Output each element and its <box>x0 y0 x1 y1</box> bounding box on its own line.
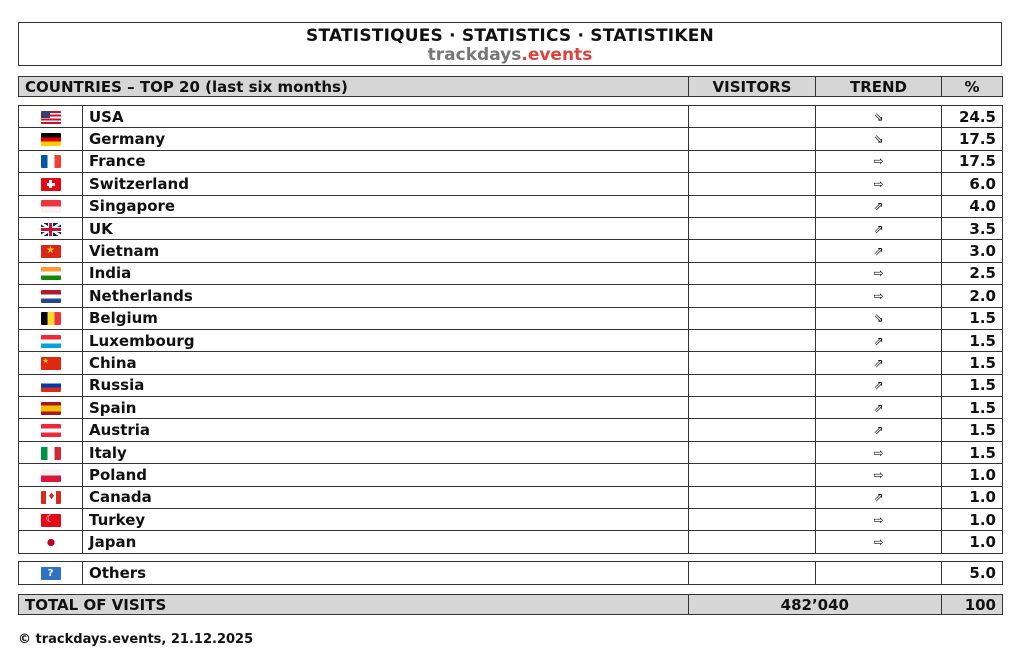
flag-cell <box>19 329 83 351</box>
country-name: Austria <box>83 419 689 441</box>
others-visitors <box>689 562 816 585</box>
flag-cell <box>19 262 83 284</box>
others-trend <box>816 562 942 585</box>
percent-cell: 1.5 <box>942 352 1003 374</box>
others-label: Others <box>83 562 689 585</box>
table-row <box>19 374 1003 396</box>
trend-up-icon: ⇗ <box>816 397 942 419</box>
brand-name-part2: .events <box>521 45 593 65</box>
turkey-flag-icon <box>41 514 61 527</box>
table-row <box>19 397 1003 419</box>
table-row <box>19 307 1003 329</box>
country-name: Poland <box>83 464 689 486</box>
trend-stable-icon: ⇨ <box>816 150 942 172</box>
trend-stable-icon: ⇨ <box>816 509 942 531</box>
table-row <box>19 285 1003 307</box>
flag-cell <box>19 195 83 217</box>
trend-down-icon: ⇘ <box>816 106 942 128</box>
title-box <box>18 22 1002 66</box>
singapore-flag-icon <box>41 200 61 213</box>
netherlands-flag-icon <box>41 290 61 303</box>
flag-cell <box>19 106 83 128</box>
table-row <box>19 262 1003 284</box>
page-title: STATISTIQUES · STATISTICS · STATISTIKEN <box>306 26 714 46</box>
austria-flag-icon <box>41 424 61 437</box>
visitors-cell <box>689 441 816 463</box>
flag-cell <box>19 240 83 262</box>
visitors-cell <box>689 464 816 486</box>
percent-cell: 24.5 <box>942 106 1003 128</box>
flag-cell <box>19 352 83 374</box>
percent-cell: 1.5 <box>942 397 1003 419</box>
flag-cell <box>19 397 83 419</box>
percent-cell: 1.0 <box>942 531 1003 553</box>
visitors-cell <box>689 195 816 217</box>
flag-cell <box>19 486 83 508</box>
copyright-footer: © trackdays.events, 21.12.2025 <box>18 632 254 647</box>
country-name: France <box>83 150 689 172</box>
country-name: Japan <box>83 531 689 553</box>
percent-cell: 1.5 <box>942 374 1003 396</box>
trend-up-icon: ⇗ <box>816 486 942 508</box>
percent-cell: 1.5 <box>942 307 1003 329</box>
total-table <box>18 594 1003 615</box>
trend-up-icon: ⇗ <box>816 419 942 441</box>
others-row <box>19 562 1003 585</box>
percent-cell: 1.0 <box>942 486 1003 508</box>
russia-flag-icon <box>41 379 61 392</box>
visitors-cell <box>689 329 816 351</box>
flag-cell <box>19 128 83 150</box>
header-visitors: VISITORS <box>689 77 816 97</box>
country-name: Netherlands <box>83 285 689 307</box>
visitors-cell <box>689 509 816 531</box>
germany-flag-icon <box>41 133 61 146</box>
trend-down-icon: ⇘ <box>816 128 942 150</box>
percent-cell: 4.0 <box>942 195 1003 217</box>
countries-table <box>18 105 1003 554</box>
poland-flag-icon <box>41 469 61 482</box>
visitors-cell <box>689 150 816 172</box>
vietnam-flag-icon <box>41 245 61 258</box>
visitors-cell <box>689 173 816 195</box>
total-percent: 100 <box>942 595 1003 615</box>
country-name: Vietnam <box>83 240 689 262</box>
others-percent: 5.0 <box>942 562 1003 585</box>
trend-stable-icon: ⇨ <box>816 531 942 553</box>
visitors-cell <box>689 352 816 374</box>
country-name: China <box>83 352 689 374</box>
table-row <box>19 464 1003 486</box>
flag-cell <box>19 419 83 441</box>
belgium-flag-icon <box>41 312 61 325</box>
visitors-cell <box>689 240 816 262</box>
table-row <box>19 419 1003 441</box>
table-row <box>19 150 1003 172</box>
table-row <box>19 329 1003 351</box>
table-row <box>19 509 1003 531</box>
country-name: Russia <box>83 374 689 396</box>
spain-flag-icon <box>41 402 61 415</box>
table-row <box>19 106 1003 128</box>
trend-stable-icon: ⇨ <box>816 173 942 195</box>
others-icon-cell <box>19 562 83 585</box>
visitors-cell <box>689 217 816 239</box>
trend-up-icon: ⇗ <box>816 217 942 239</box>
flag-cell <box>19 374 83 396</box>
country-name: USA <box>83 106 689 128</box>
trend-stable-icon: ⇨ <box>816 464 942 486</box>
trend-up-icon: ⇗ <box>816 329 942 351</box>
flag-cell <box>19 217 83 239</box>
flag-cell <box>19 285 83 307</box>
table-row <box>19 173 1003 195</box>
table-row <box>19 128 1003 150</box>
total-label: TOTAL OF VISITS <box>19 595 689 615</box>
visitors-cell <box>689 374 816 396</box>
trend-stable-icon: ⇨ <box>816 441 942 463</box>
percent-cell: 1.5 <box>942 329 1003 351</box>
visitors-cell <box>689 419 816 441</box>
table-row <box>19 531 1003 553</box>
india-flag-icon <box>41 267 61 280</box>
percent-cell: 1.0 <box>942 509 1003 531</box>
flag-cell <box>19 531 83 553</box>
percent-cell: 3.0 <box>942 240 1003 262</box>
percent-cell: 1.5 <box>942 419 1003 441</box>
brand-name <box>19 46 1001 65</box>
header-countries: COUNTRIES – TOP 20 (last six months) <box>19 77 689 97</box>
country-name: Belgium <box>83 307 689 329</box>
canada-flag-icon <box>41 491 61 504</box>
table-header <box>18 76 1003 97</box>
uk-flag-icon <box>41 223 61 236</box>
table-row <box>19 441 1003 463</box>
others-table <box>18 561 1003 585</box>
country-name: Germany <box>83 128 689 150</box>
flag-cell <box>19 150 83 172</box>
flag-cell <box>19 509 83 531</box>
flag-cell <box>19 307 83 329</box>
country-name: Singapore <box>83 195 689 217</box>
trend-up-icon: ⇗ <box>816 374 942 396</box>
italy-flag-icon <box>41 447 61 460</box>
percent-cell: 1.5 <box>942 441 1003 463</box>
percent-cell: 17.5 <box>942 128 1003 150</box>
table-row <box>19 352 1003 374</box>
switzerland-flag-icon <box>41 178 61 191</box>
header-row <box>19 77 1003 97</box>
trend-down-icon: ⇘ <box>816 307 942 329</box>
country-name: Italy <box>83 441 689 463</box>
country-name: UK <box>83 217 689 239</box>
table-row <box>19 240 1003 262</box>
total-row <box>19 595 1003 615</box>
header-percent: % <box>942 77 1003 97</box>
country-name: Canada <box>83 486 689 508</box>
brand-name-part1: trackdays <box>427 45 522 65</box>
percent-cell: 3.5 <box>942 217 1003 239</box>
visitors-cell <box>689 106 816 128</box>
header-trend: TREND <box>816 77 942 97</box>
percent-cell: 2.5 <box>942 262 1003 284</box>
question-mark-icon: ? <box>41 567 61 580</box>
country-name: Turkey <box>83 509 689 531</box>
china-flag-icon <box>41 357 61 370</box>
table-row <box>19 195 1003 217</box>
usa-flag-icon <box>41 111 61 124</box>
flag-cell <box>19 173 83 195</box>
total-visitors: 482’040 <box>689 595 942 615</box>
percent-cell: 2.0 <box>942 285 1003 307</box>
trend-stable-icon: ⇨ <box>816 285 942 307</box>
visitors-cell <box>689 531 816 553</box>
table-row <box>19 217 1003 239</box>
country-name: Switzerland <box>83 173 689 195</box>
percent-cell: 1.0 <box>942 464 1003 486</box>
country-name: Spain <box>83 397 689 419</box>
luxembourg-flag-icon <box>41 335 61 348</box>
trend-stable-icon: ⇨ <box>816 262 942 284</box>
visitors-cell <box>689 307 816 329</box>
france-flag-icon <box>41 155 61 168</box>
table-row <box>19 486 1003 508</box>
japan-flag-icon <box>41 536 61 549</box>
visitors-cell <box>689 285 816 307</box>
flag-cell <box>19 464 83 486</box>
flag-cell <box>19 441 83 463</box>
trend-up-icon: ⇗ <box>816 352 942 374</box>
trend-up-icon: ⇗ <box>816 195 942 217</box>
percent-cell: 6.0 <box>942 173 1003 195</box>
country-name: India <box>83 262 689 284</box>
trend-up-icon: ⇗ <box>816 240 942 262</box>
visitors-cell <box>689 128 816 150</box>
visitors-cell <box>689 486 816 508</box>
country-name: Luxembourg <box>83 329 689 351</box>
visitors-cell <box>689 262 816 284</box>
visitors-cell <box>689 397 816 419</box>
percent-cell: 17.5 <box>942 150 1003 172</box>
